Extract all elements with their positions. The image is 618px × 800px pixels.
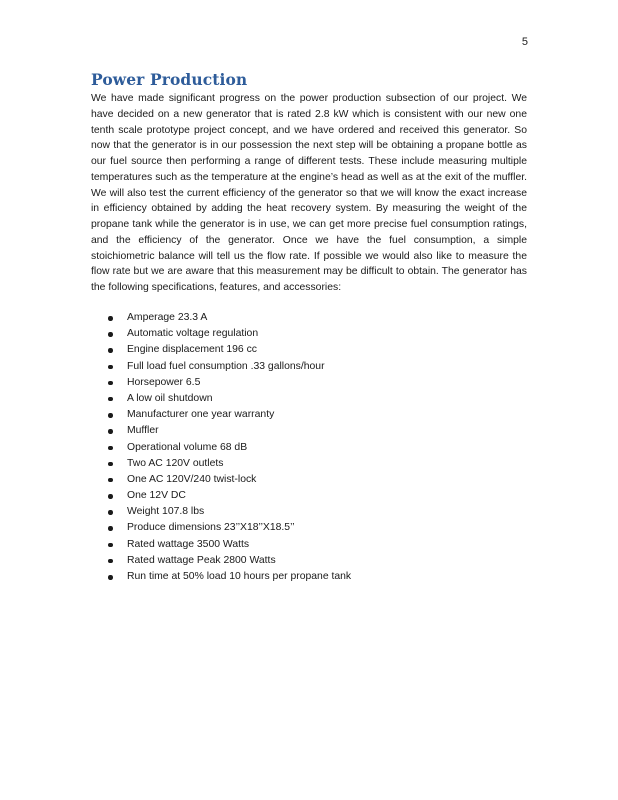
- list-item-text: A low oil shutdown: [127, 392, 213, 404]
- bullet-icon: [108, 365, 113, 370]
- list-item-text: Automatic voltage regulation: [127, 328, 259, 340]
- bullet-icon: [108, 397, 113, 402]
- bullet-icon: [108, 413, 113, 418]
- bullet-icon: [108, 478, 113, 483]
- list-item: [91, 440, 527, 456]
- list-item-text: Two AC 120V outlets: [127, 457, 224, 469]
- list-item-text: Amperage 23.3 A: [127, 312, 208, 323]
- list-item-text: One 12V DC: [127, 490, 186, 502]
- bullet-icon: [108, 429, 113, 434]
- list-item-text: Operational volume 68 dB: [127, 441, 248, 453]
- list-item-text: Manufacturer one year warranty: [127, 409, 275, 421]
- list-item-text: Produce dimensions 23’’X18’’X18.5’’: [127, 522, 295, 534]
- list-item-text: Horsepower 6.5: [127, 376, 201, 388]
- list-item: [91, 553, 527, 569]
- bullet-icon: [108, 543, 113, 548]
- bullet-icon: [108, 446, 113, 451]
- list-item-text: Rated wattage Peak 2800 Watts: [127, 554, 276, 566]
- list-item: [91, 504, 527, 520]
- body-paragraph: We have made significant progress on the power production subsection of our project. We have decided on a new generator that is rated 2.8 kW which is consistent with our new one tenth scale prototype project concept, and we have ordered and received this generator. So now that the generator is in our possession the next step will be obtaining a propane bottle as our fuel source then performing a range of different tests. These include measuring multiple temperatures such as the temperature at the engine’s head as well as at the exit of the muffler. We will also test the current efficiency of the generator so that we will know the exact increase in efficiency obtained by adding the heat recovery system. By measuring the weight of the propane tank while the generator is in use, we can get more precise fuel consumption ratings, and the efficiency of the generator. Once we have the fuel consumption, a simple stoichiometric balance will tell us the flow rate. If possible we would also like to measure the flow rate but we are aware that this measurement may be difficult to obtain. The generator has the following specifications, features, and accessories:: [91, 93, 527, 293]
- page-number: 5: [521, 36, 528, 48]
- list-item-text: Engine displacement 196 cc: [127, 344, 257, 356]
- specifications-list: [91, 310, 527, 585]
- list-item: [91, 375, 527, 391]
- bullet-icon: [108, 332, 113, 337]
- list-item-text: Muffler: [127, 425, 159, 437]
- list-item: [91, 488, 527, 504]
- bullet-icon: [108, 510, 113, 515]
- bullet-icon: [108, 381, 113, 386]
- list-item: [91, 391, 527, 407]
- list-item: [91, 326, 527, 342]
- list-item: [91, 407, 527, 423]
- list-item: [91, 537, 527, 553]
- list-item: [91, 569, 527, 585]
- list-item-text: Run time at 50% load 10 hours per propane tank: [127, 571, 352, 582]
- bullet-icon: [108, 559, 113, 564]
- bullet-icon: [108, 575, 113, 580]
- list-item: [91, 359, 527, 375]
- list-item: [91, 520, 527, 536]
- list-item-text: Weight 107.8 lbs: [127, 506, 205, 518]
- bullet-icon: [108, 494, 113, 499]
- list-item: [91, 423, 527, 439]
- list-item: [91, 342, 527, 358]
- bullet-icon: [108, 526, 113, 531]
- list-item-text: One AC 120V/240 twist-lock: [127, 473, 257, 485]
- list-item-text: Full load fuel consumption .33 gallons/hour: [127, 360, 325, 372]
- list-item: [91, 456, 527, 472]
- bullet-icon: [108, 348, 113, 353]
- list-item: [91, 310, 527, 326]
- bullet-icon: [108, 316, 113, 321]
- section-heading: Power Production: [91, 70, 248, 89]
- list-item-text: Rated wattage 3500 Watts: [127, 538, 250, 550]
- bullet-icon: [108, 462, 113, 467]
- list-item: [91, 472, 527, 488]
